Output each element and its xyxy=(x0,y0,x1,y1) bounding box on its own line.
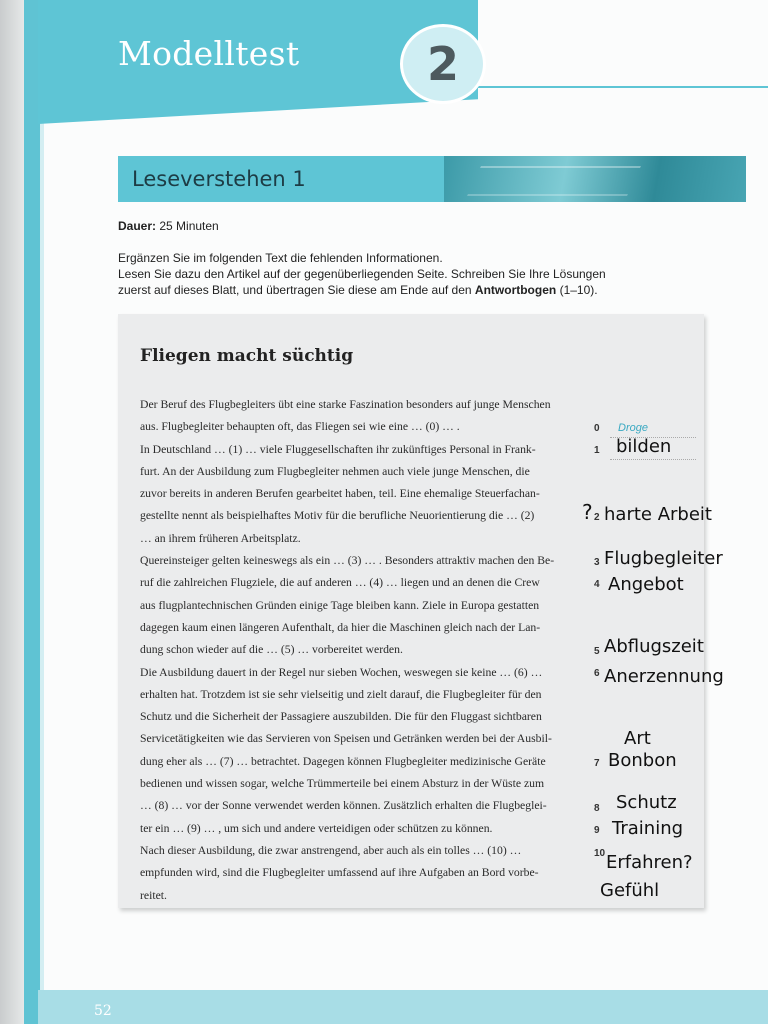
handwritten-answer-4: Angebot xyxy=(608,574,684,595)
answer-number: 5 xyxy=(594,646,600,657)
section-title: Leseverstehen 1 xyxy=(132,167,306,191)
answer-number: 1 xyxy=(594,445,600,456)
instruction-line: Ergänzen Sie im folgenden Text die fehlenden Informationen. xyxy=(118,251,443,265)
article-line: Der Beruf des Flugbegleiters übt eine starke Faszination besonders auf junge Menschen xyxy=(140,398,551,411)
article-line: bedienen und wissen sogar, welche Trümmerteile bei einem Absturz in der Wüste zum xyxy=(140,777,545,791)
answer-number: 0 xyxy=(594,423,600,434)
article-line: ruf die zahlreichen Flugziele, die auf anderen … (4) … liegen und an denen die Crew xyxy=(140,576,540,590)
duration xyxy=(118,219,219,233)
answer-number: 9 xyxy=(594,825,600,836)
article-line: furt. An der Ausbildung zum Flugbegleiter nehmen auch viele junge Menschen, die xyxy=(140,464,530,478)
duration-value: 25 Minuten xyxy=(159,219,219,233)
section-header-photo xyxy=(444,156,746,202)
article-line: Die Ausbildung dauert in der Regel nur sieben Wochen, weswegen sie keine … (6) … xyxy=(140,665,543,679)
article-line: Schutz und die Sicherheit der Passagiere auszubilden. Die für den Fluggast sichtbaren xyxy=(140,710,542,724)
article-line: gestellte nennt als beispielhaftes Motiv für die berufliche Neuorientierung die … (2) xyxy=(140,509,535,523)
article-line: empfunden wird, sind die Flugbegleiter umfassend auf ihre Aufgaben an Bord vorbe- xyxy=(140,866,539,880)
handwritten-answer-10-alt: Gefühl xyxy=(600,880,660,901)
instruction-text: zuerst auf dieses Blatt, und übertragen Sie diese am Ende auf den xyxy=(118,283,475,297)
instruction-line xyxy=(118,282,678,298)
instruction-bold: Antwortbogen xyxy=(474,283,557,297)
article-line: Nach dieser Ausbildung, die zwar anstrengend, aber auch als ein tolles … (10) … xyxy=(140,843,522,857)
page-number: 52 xyxy=(94,1003,112,1019)
handwritten-answer-3: Flugbegleiter xyxy=(604,548,723,569)
handwritten-answer-8: Schutz xyxy=(616,792,677,813)
handwritten-answer-10: Erfahren? xyxy=(606,852,693,873)
article-line: … an ihrem früheren Arbeitsplatz. xyxy=(140,531,301,545)
article-body xyxy=(140,394,582,907)
answer-line xyxy=(610,459,696,460)
answer-number: 3 xyxy=(594,557,600,568)
instructions xyxy=(118,250,678,298)
handwritten-answer-7: Bonbon xyxy=(608,750,677,771)
section-header xyxy=(118,156,746,202)
answer-example: Droge xyxy=(618,422,648,434)
handwritten-question-mark: ? xyxy=(582,500,593,524)
header-rule xyxy=(460,86,768,88)
handwritten-answer-5: Abflugszeit xyxy=(604,636,704,657)
handwritten-answer-2: harte Arbeit xyxy=(604,504,712,525)
handwritten-answer-9: Training xyxy=(612,818,684,839)
article-line: erhalten hat. Trotzdem ist sie sehr vielseitig und zielt darauf, die Flugbegleiter für den xyxy=(140,687,542,701)
article-line: dagegen kaum einen längeren Aufenthalt, da hier die Maschinen gleich nach der Lan- xyxy=(140,620,541,634)
duration-label: Dauer: xyxy=(118,219,157,233)
page-title: Modelltest xyxy=(118,34,300,73)
answer-number: 8 xyxy=(594,803,600,814)
handwritten-answer-7-note: Art xyxy=(624,728,651,749)
handwritten-answer-6: Anerzennung xyxy=(604,666,724,687)
article-line: … (8) … vor der Sonne verwendet werden können. Zusätzlich erhalten die Flugbeglei- xyxy=(140,799,547,813)
article-line: aus flugplantechnischen Gründen einige Tage bleiben kann. Ziele in Europa gestatten xyxy=(140,598,540,612)
test-number-badge: 2 xyxy=(400,24,486,104)
answer-number: 6 xyxy=(594,668,600,679)
answer-number: 2 xyxy=(594,512,600,523)
instruction-line: Lesen Sie dazu den Artikel auf der gegenüberliegenden Seite. Schreiben Sie Ihre Lösungen xyxy=(118,267,606,281)
handwritten-answer-1: bilden xyxy=(616,436,672,457)
answer-number: 4 xyxy=(594,579,600,590)
answer-number: 10 xyxy=(594,848,606,859)
article-line: In Deutschland … (1) … viele Fluggesellschaften ihr zukünftiges Personal in Frank- xyxy=(140,442,536,456)
article-line: Servicetätigkeiten wie das Servieren von Speisen und Getränken werden bei der Ausbil- xyxy=(140,732,552,746)
footer-band xyxy=(38,990,768,1024)
article-line: reitet. xyxy=(140,888,167,902)
answer-number: 7 xyxy=(594,758,600,769)
article-line: dung eher als … (7) … betrachtet. Dagegen können Flugbegleiter medizinische Geräte xyxy=(140,754,546,768)
article-line: zuvor bereits in anderen Berufen gearbeitet haben, teil. Eine ehemalige Steuerfachan- xyxy=(140,487,540,501)
article-line: aus. Flugbegleiter behaupten oft, das Fliegen sei wie eine … (0) … . xyxy=(140,420,460,434)
article-line: ter ein … (9) … , um sich und andere verteidigen oder schützen zu können. xyxy=(140,821,493,835)
instruction-text: (1–10). xyxy=(556,283,598,297)
article-line: Quereinsteiger gelten keineswegs als ein … (3) … . Besonders attraktiv machen den Be- xyxy=(140,554,555,568)
book-spine xyxy=(0,0,24,1024)
article-title: Fliegen macht süchtig xyxy=(140,346,354,366)
page-edge-light xyxy=(40,110,44,1024)
article-line: dung schon wieder auf die … (5) … vorbereitet werden. xyxy=(140,643,403,657)
